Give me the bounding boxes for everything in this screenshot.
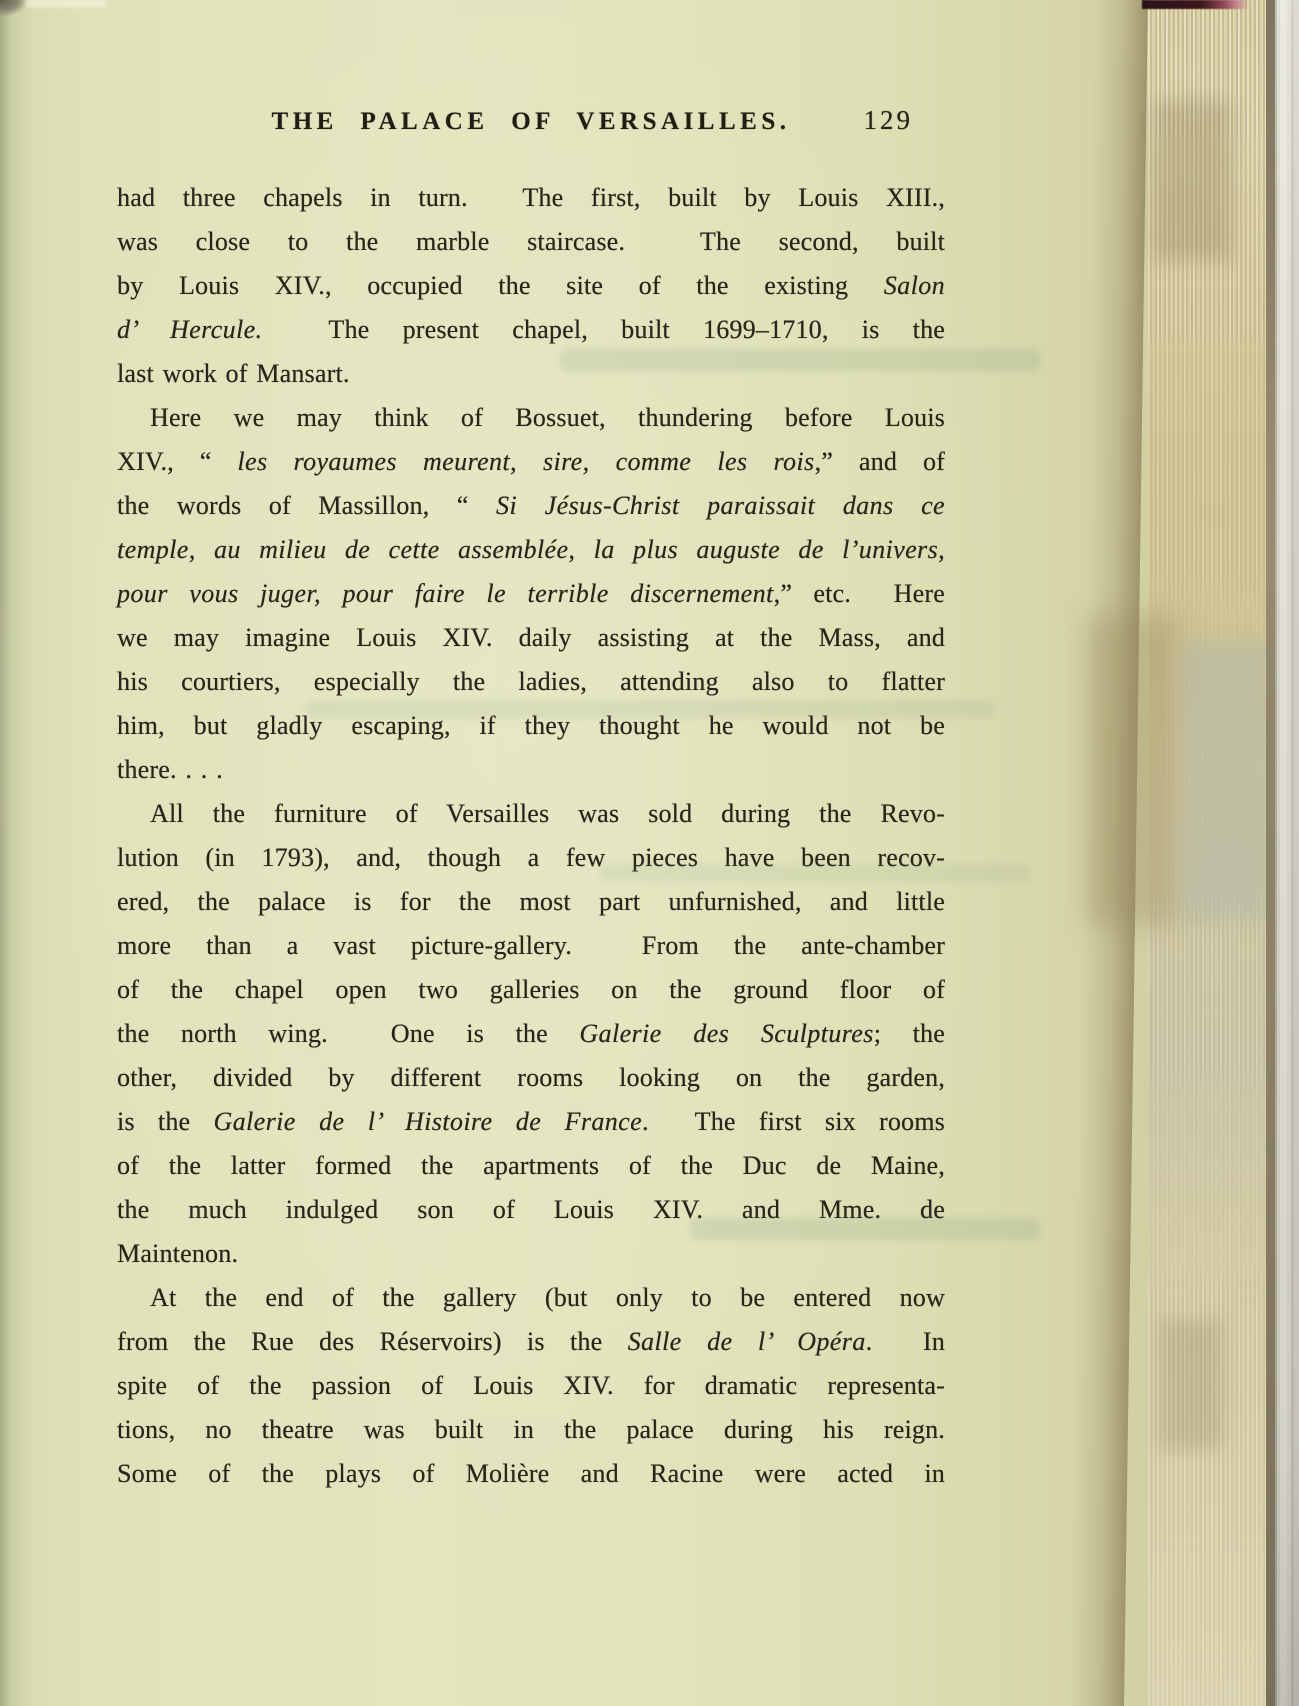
italic-text-run: les royaumes meurent, sire, comme les rois — [237, 447, 815, 476]
text-run: had three chapels in turn. The first, built by Louis XIII., — [117, 183, 945, 212]
text-run: Here we may think of Bossuet, thundering before Louis — [150, 403, 945, 432]
page-number: 129 — [863, 105, 913, 135]
text-line — [117, 1012, 945, 1056]
text-line — [117, 396, 945, 440]
bleed-through-text — [305, 700, 995, 718]
text-run: At the end of the gallery (but only to be entered now — [150, 1283, 945, 1312]
text-run: Some of the plays of Molière and Racine were acted in — [117, 1459, 945, 1488]
text-line — [117, 880, 945, 924]
text-line — [117, 660, 945, 704]
italic-text-run: d’ Hercule. — [117, 315, 263, 344]
text-run: lution (in 1793), and, though a few pieces have been recov- — [117, 843, 945, 872]
text-line — [117, 792, 945, 836]
text-run: of the latter formed the apartments of the Duc de Maine, — [117, 1151, 945, 1180]
text-run: the much indulged son of Louis XIV. and Mme. de — [117, 1195, 945, 1224]
text-run: Maintenon. — [117, 1239, 239, 1268]
text-line — [117, 1408, 945, 1452]
text-run: the words of Massillon, “ — [117, 491, 496, 520]
bleed-through-text — [690, 1218, 1040, 1240]
text-run: his courtiers, especially the ladies, attending also to flatter — [117, 667, 945, 696]
italic-text-run: Galerie des Sculptures — [579, 1019, 874, 1048]
page-edge-gap — [1266, 0, 1275, 1706]
running-title: THE PALACE OF VERSAILLES. — [271, 108, 791, 135]
italic-text-run: Salon — [883, 271, 945, 300]
text-line — [117, 616, 945, 660]
text-line — [117, 1276, 945, 1320]
page-edge-striations — [1148, 0, 1266, 1706]
text-run: the north wing. One is the — [117, 1019, 580, 1048]
text-run: there. . . . — [117, 755, 223, 784]
text-run: tions, no theatre was built in the palace during his reign. — [117, 1415, 945, 1444]
text-run: All the furniture of Versailles was sold during the Revo- — [150, 799, 945, 828]
italic-text-run: temple, au milieu de cette assemblée, la plus auguste de l’univers, — [117, 535, 945, 564]
text-run: XIV., “ — [117, 447, 238, 476]
italic-text-run: pour vous juger, pour faire le terrible discernement — [117, 579, 774, 608]
text-run: ,” etc. Here — [773, 579, 945, 608]
text-line — [117, 1100, 945, 1144]
bleed-through-text — [600, 864, 1030, 882]
italic-text-run: Si Jésus-Christ paraissait dans ce — [495, 491, 945, 520]
italic-text-run: Salle de l’ Opéra — [627, 1327, 866, 1356]
text-run: ered, the palace is for the most part unfurnished, and little — [117, 887, 945, 916]
page-edge-stack — [1148, 0, 1266, 1706]
text-run: ; the — [873, 1019, 945, 1048]
text-line — [117, 264, 945, 308]
bleed-through-text — [560, 349, 1040, 371]
text-line — [117, 176, 945, 220]
text-line — [117, 1364, 945, 1408]
text-line — [117, 484, 945, 528]
text-line — [117, 1056, 945, 1100]
text-run: ,” and of — [814, 447, 946, 476]
text-run: by Louis XIV., occupied the site of the existing — [117, 271, 884, 300]
text-run: spite of the passion of Louis XIV. for dramatic representa- — [117, 1371, 945, 1400]
text-run: him, but gladly escaping, if they thought he would not be — [117, 711, 945, 740]
scan-edge-artifact — [1142, 0, 1250, 9]
scan-corner-artifact — [0, 0, 28, 17]
text-line — [117, 528, 945, 572]
text-run: we may imagine Louis XIV. daily assisting at the Mass, and — [117, 623, 945, 652]
text-line — [117, 924, 945, 968]
text-line — [117, 440, 945, 484]
italic-text-run: Galerie de l’ Histoire de France — [213, 1107, 643, 1136]
text-run: last work of Mansart. — [117, 359, 350, 388]
text-line — [117, 572, 945, 616]
text-line — [117, 1144, 945, 1188]
text-run: The present chapel, built 1699–1710, is the — [262, 315, 946, 344]
text-line — [117, 1452, 945, 1496]
text-line — [117, 748, 945, 792]
text-block — [117, 176, 945, 1496]
text-run: more than a vast picture-gallery. From the ante-chamber — [117, 931, 945, 960]
text-run: is the — [117, 1107, 214, 1136]
text-line — [117, 1320, 945, 1364]
scan-edge-highlight — [26, 0, 106, 7]
text-run: other, divided by different rooms looking on the garden, — [117, 1063, 945, 1092]
adjacent-page-surface — [1275, 0, 1299, 1706]
text-line — [117, 308, 945, 352]
text-run: . In — [865, 1327, 945, 1356]
text-line — [117, 968, 945, 1012]
text-run: . The first six rooms — [642, 1107, 945, 1136]
text-run: from the Rue des Réservoirs) is the — [117, 1327, 628, 1356]
text-line — [117, 220, 945, 264]
text-run: of the chapel open two galleries on the ground floor of — [117, 975, 945, 1004]
text-run: was close to the marble staircase. The second, built — [117, 227, 945, 256]
